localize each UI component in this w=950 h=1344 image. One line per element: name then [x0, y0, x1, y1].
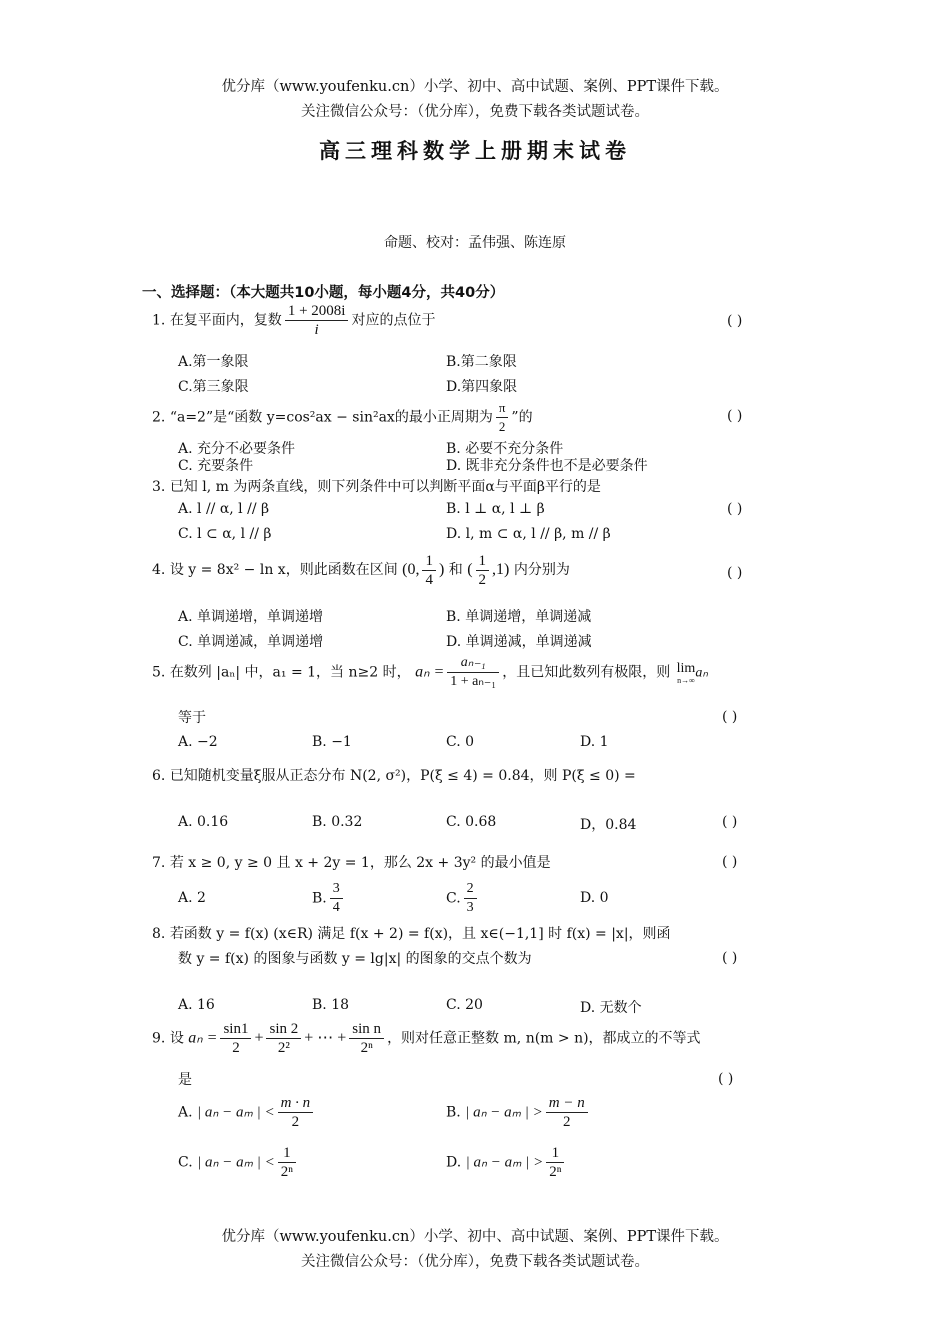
- header-line-1: 优分库（www.youfenku.cn）小学、初中、高中试题、案例、PPT课件下载。: [221, 79, 729, 95]
- q7-stem: 若 x ≥ 0, y ≥ 0 且 x + 2y = 1，那么 2x + 3y² 的最小值是: [169, 855, 551, 871]
- q6-answer-paren: ( ): [722, 814, 738, 830]
- q9-dots: + ⋯ +: [304, 1029, 347, 1047]
- q9-optd-frac: [546, 1144, 564, 1181]
- q7-num: 7.: [152, 855, 166, 871]
- q4-i1-post: ): [438, 561, 445, 579]
- q1-frac-num: 1 + 2008i: [285, 302, 349, 321]
- q9-optb-frac: [546, 1094, 588, 1131]
- q8-option-b: B. 18: [312, 997, 350, 1013]
- q9-t3-num: sin n: [349, 1020, 384, 1039]
- q3-option-c: C. l ⊂ α, l // β: [178, 526, 272, 542]
- question-1: [152, 302, 435, 339]
- q5-stem-pre: 在数列 |aₙ| 中，a₁ = 1，当 n≥2 时，: [169, 664, 411, 681]
- q9-option-d: [446, 1144, 567, 1181]
- question-6: [152, 767, 636, 785]
- q1-fraction: [285, 302, 349, 339]
- q7-optc-den: 3: [466, 900, 474, 915]
- q8-num: 8.: [152, 926, 166, 942]
- q9-optd-den: 2ⁿ: [549, 1164, 562, 1180]
- q9-t2-den: 2²: [277, 1040, 290, 1056]
- q2-option-b: B. 必要不充分条件: [446, 441, 564, 457]
- q6-option-d: D，0.84: [580, 817, 637, 833]
- q6-option-a: A. 0.16: [178, 814, 229, 830]
- q7-optb-num: 3: [330, 880, 343, 899]
- q9-optc-den: 2ⁿ: [280, 1164, 293, 1180]
- q7-option-a: A. 2: [178, 890, 206, 906]
- q9-option-c: [178, 1144, 299, 1181]
- q8-stem-line-1: 若函数 y = f(x) (x∈R) 满足 f(x + 2) = f(x)，且 x∈(−1,1] 时 f(x) = |x|，则函: [169, 926, 671, 942]
- q4-num: 4.: [152, 562, 166, 579]
- q8-option-a: A. 16: [178, 997, 215, 1013]
- q7-optb-label: B.: [312, 890, 327, 907]
- q7-optc-num: 2: [464, 880, 477, 899]
- q9-optb-lhs: | aₙ − aₘ | >: [465, 1104, 543, 1121]
- q3-option-a: A. l // α, l // β: [178, 501, 270, 517]
- q2-num: 2.: [152, 409, 166, 426]
- q7-option-c: [446, 880, 480, 917]
- q9-stem-line-2: 是: [178, 1072, 192, 1088]
- q4-i1-num: 1: [422, 552, 436, 571]
- q9-optc-frac: [278, 1144, 296, 1181]
- q9-option-b: [446, 1094, 591, 1131]
- footer-line-1: 优分库（www.youfenku.cn）小学、初中、高中试题、案例、PPT课件下载。: [221, 1229, 729, 1245]
- q5-num: 5.: [152, 664, 166, 681]
- q4-option-d: D. 单调递减，单调递减: [446, 634, 592, 650]
- q5-limit: [677, 661, 696, 685]
- q9-optc-num: 1: [278, 1144, 296, 1163]
- q4-answer-paren: ( ): [727, 565, 743, 581]
- q9-term-3: [349, 1020, 384, 1057]
- q9-answer-paren: ( ): [718, 1071, 734, 1087]
- q5-option-b: B. −1: [312, 734, 352, 750]
- q2-fraction: [496, 399, 509, 436]
- q9-optd-label: D.: [446, 1154, 462, 1171]
- q2-stem-pre: “a=2”是“函数 y=cos²ax − sin²ax的最小正周期为: [169, 409, 493, 426]
- q3-option-b: B. l ⊥ α, l ⊥ β: [446, 501, 545, 517]
- q7-optb-den: 4: [332, 900, 340, 915]
- q9-opta-lhs: | aₙ − aₘ | <: [197, 1104, 275, 1121]
- q1-frac-den: i: [314, 322, 319, 338]
- q7-optc-label: C.: [446, 890, 461, 907]
- q6-option-b: B. 0.32: [312, 814, 363, 830]
- q4-interval-1: [402, 553, 445, 588]
- q7-answer-paren: ( ): [722, 854, 738, 870]
- q4-i1-den: 4: [425, 572, 433, 588]
- q4-option-a: A. 单调递增，单调递增: [178, 609, 324, 625]
- exam-authors: 命题、校对：孟伟强、陈连原: [384, 235, 566, 251]
- q9-num: 9.: [152, 1030, 166, 1047]
- q9-optb-num: m − n: [546, 1094, 588, 1113]
- q5-frac-num: aₙ₋₁: [447, 654, 499, 673]
- q5-option-d: D. 1: [580, 734, 609, 750]
- q6-stem: 已知随机变量ξ服从正态分布 N(2, σ²)，P(ξ ≤ 4) = 0.84，则 P(ξ ≤ 0) =: [169, 768, 636, 784]
- q3-num: 3.: [152, 479, 166, 495]
- q4-i1-frac: [422, 552, 436, 589]
- q4-i2-den: 2: [478, 572, 487, 588]
- q1-num: 1.: [152, 312, 166, 329]
- q2-option-a: A. 充分不必要条件: [178, 441, 296, 457]
- q9-t2-num: sin 2: [266, 1020, 301, 1039]
- q9-option-a: [178, 1094, 316, 1131]
- q4-stem-pre: 设 y = 8x² − ln x，则此函数在区间: [169, 562, 398, 579]
- q9-stem-post: ，则对任意正整数 m, n(m > n)，都成立的不等式: [387, 1030, 701, 1047]
- q9-optd-num: 1: [546, 1144, 564, 1163]
- q1-answer-paren: ( ): [727, 313, 743, 329]
- q9-term-1: [220, 1020, 251, 1057]
- q4-stem-post: 内分别为: [513, 562, 570, 579]
- question-8: [152, 925, 671, 943]
- question-5: [152, 654, 708, 691]
- q5-option-a: A. −2: [178, 734, 218, 750]
- q7-optb-frac: [330, 880, 343, 917]
- q9-optb-label: B.: [446, 1104, 461, 1121]
- q9-optb-den: 2: [563, 1114, 571, 1130]
- q5-answer-paren: ( ): [722, 709, 738, 725]
- q9-opta-num: m · n: [278, 1094, 314, 1113]
- header-line-2: 关注微信公众号：（优分库），免费下载各类试题试卷。: [301, 104, 649, 120]
- q2-option-d: D. 既非充分条件也不是必要条件: [446, 458, 648, 474]
- q1-option-c: C.第三象限: [178, 379, 249, 395]
- footer-line-2: 关注微信公众号：（优分库），免费下载各类试题试卷。: [301, 1254, 649, 1270]
- q4-i2-pre: (: [467, 561, 473, 579]
- q9-optc-lhs: | aₙ − aₘ | <: [197, 1154, 275, 1171]
- q4-i2-num: 1: [476, 552, 490, 571]
- question-2: [152, 399, 533, 436]
- q5-frac-den: 1 + aₙ₋₁: [450, 674, 497, 689]
- q3-option-d: D. l, m ⊂ α, l // β, m // β: [446, 526, 611, 542]
- q8-answer-paren: ( ): [722, 950, 738, 966]
- q6-num: 6.: [152, 768, 166, 784]
- q1-stem-post: 对应的点位于: [351, 312, 436, 329]
- q4-i1-pre: (0,: [402, 561, 420, 579]
- q1-stem-pre: 在复平面内，复数: [169, 312, 282, 329]
- q9-opta-label: A.: [178, 1104, 193, 1121]
- q5-fraction: [447, 654, 499, 691]
- q7-option-d: D. 0: [580, 890, 609, 906]
- q9-t1-den: 2: [232, 1040, 240, 1056]
- q5-an-eq: aₙ =: [415, 663, 445, 681]
- question-7: [152, 854, 551, 872]
- q2-stem-post: ”的: [511, 409, 533, 426]
- q5-lim-var: aₙ: [695, 665, 708, 681]
- q3-stem: 已知 l, m 为两条直线，则下列条件中可以判断平面α与平面β平行的是: [169, 479, 601, 495]
- q9-stem-pre: 设: [169, 1030, 184, 1047]
- q4-option-c: C. 单调递减，单调递增: [178, 634, 324, 650]
- exam-title: 高三理科数学上册期末试卷: [319, 138, 631, 163]
- q8-option-d: D. 无数个: [580, 1000, 642, 1016]
- q2-frac-den: 2: [498, 419, 506, 434]
- q1-option-d: D.第四象限: [446, 379, 518, 395]
- q9-t3-den: 2ⁿ: [360, 1040, 373, 1056]
- q9-optd-lhs: | aₙ − aₘ | >: [465, 1154, 544, 1171]
- q7-option-b: [312, 880, 346, 917]
- q3-answer-paren: ( ): [727, 501, 743, 517]
- q9-optc-label: C.: [178, 1154, 193, 1171]
- q2-option-c: C. 充要条件: [178, 458, 254, 474]
- q6-option-c: C. 0.68: [446, 814, 497, 830]
- q4-stem-mid: 和: [448, 562, 463, 579]
- q8-stem-line-2: 数 y = f(x) 的图象与函数 y = lg|x| 的图象的交点个数为: [178, 951, 532, 967]
- q4-i2-frac: [476, 552, 490, 589]
- question-9: 9. 设 aₙ = $\frac{\sin 1}{2}$ + $\frac{\sin 2}{\text{2²}}$ + ⋯ + $\frac{\text{sin n}}{\text{2ⁿ}}$ ，则对任意正整数 m, n(m > n)，都成立的不等式: [152, 1021, 701, 1056]
- q9-opta-frac: [278, 1094, 314, 1131]
- q1-option-b: B.第二象限: [446, 354, 517, 370]
- q9-term-2: [266, 1020, 301, 1057]
- q5-stem-line-2: 等于: [178, 710, 206, 726]
- q2-answer-paren: ( ): [727, 408, 743, 424]
- q5-lim: lim: [676, 660, 696, 676]
- q9-an-eq: aₙ =: [188, 1029, 218, 1047]
- q7-optc-frac: [464, 880, 477, 917]
- q8-option-c: C. 20: [446, 997, 483, 1013]
- q5-stem-post: ，且已知此数列有极限，则: [502, 664, 671, 681]
- q4-option-b: B. 单调递增，单调递减: [446, 609, 592, 625]
- q1-option-a: A.第一象限: [178, 354, 249, 370]
- q5-option-c: C. 0: [446, 734, 475, 750]
- question-3: [152, 478, 601, 496]
- q2-frac-num: π: [496, 399, 509, 418]
- section-1-heading: 一、选择题：（本大题共10小题，每小题4分，共40分）: [142, 285, 505, 301]
- q4-interval-2: [467, 553, 510, 588]
- question-4: [152, 552, 570, 589]
- q9-opta-den: 2: [291, 1114, 300, 1130]
- q4-i2-post: ,1): [492, 561, 510, 579]
- q5-lim-sub: n→∞: [677, 675, 695, 685]
- q9-t1-num: sin1: [220, 1020, 251, 1039]
